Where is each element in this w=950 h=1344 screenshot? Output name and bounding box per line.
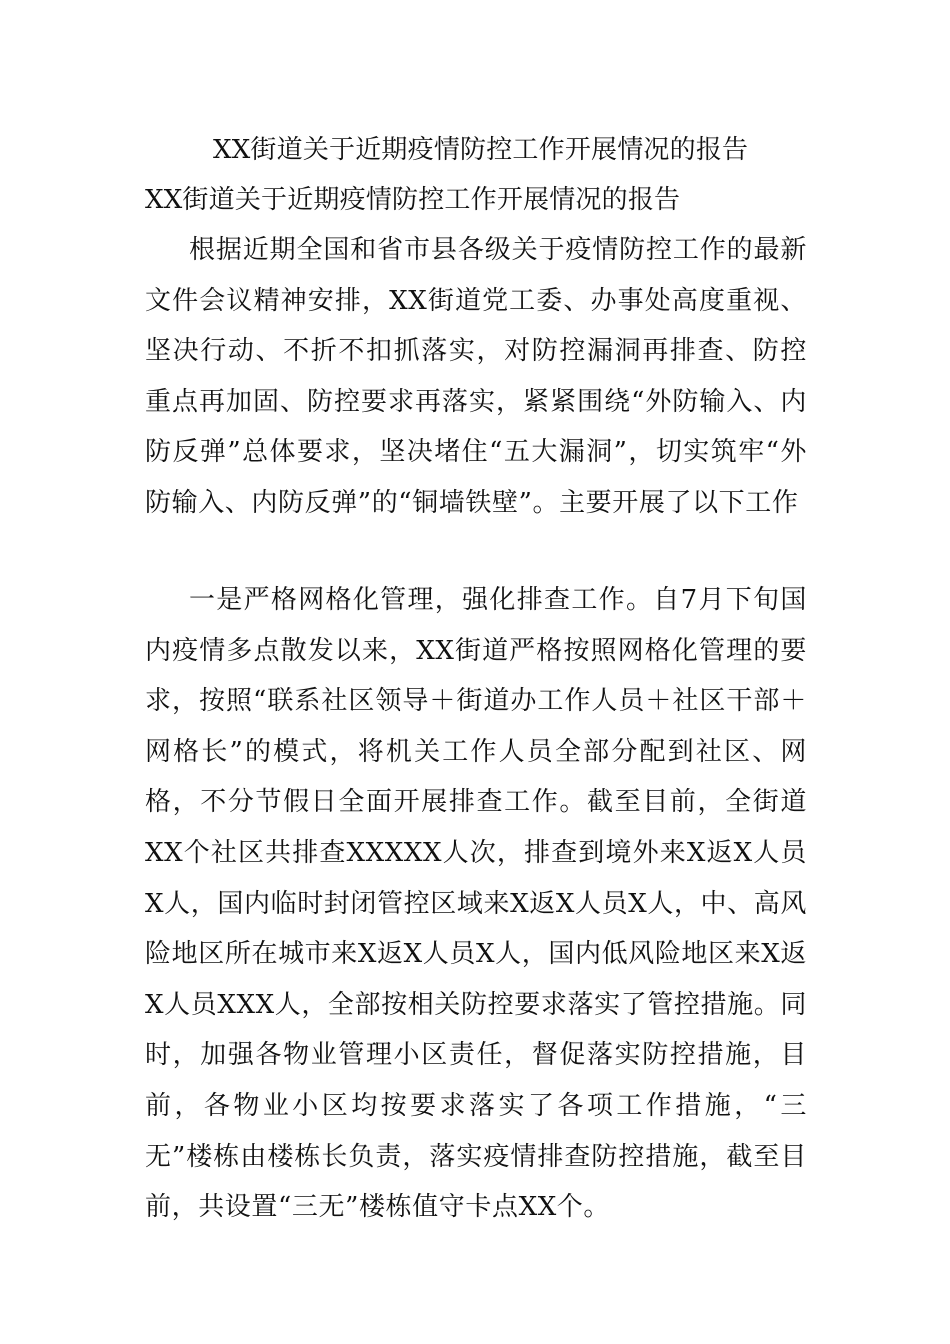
document-subtitle: XX街道关于近期疫情防控工作开展情况的报告 [145, 185, 681, 215]
document-title: XX街道关于近期疫情防控工作开展情况的报告 [213, 135, 749, 165]
paragraph-intro: 根据近期全国和省市县各级关于疫情防控工作的最新文件会议精神安排，XX街道党工委、办事处高度重视、坚决行动、不折不扣抓落实，对防控漏洞再排查、防控重点再加固、防控要求再落实，紧紧围绕“外防输入、内防反弹”总体要求，坚决堵住“五大漏洞”，切实筑牢“外防输入、内防反弹”的“铜墙铁壁”。主要开展了以下工作 [145, 235, 807, 518]
paragraph-grid-management: 一是严格网格化管理，强化排查工作。自7月下旬国内疫情多点散发以来，XX街道严格按照网格化管理的要求，按照“联系社区领导＋街道办工作人员＋社区干部＋网格长”的模式，将机关工作人员全部分配到社区、网格，不分节假日全面开展排查工作。截至目前，全街道XX个社区共排查XXXXX人次，排查到境外来X返X人员X人，国内临时封闭管控区域来X返X人员X人，中、高风险地区所在城市来X返X人员X人，国内低风险地区来X返X人员XXX人，全部按相关防控要求落实了管控措施。同时，加强各物业管理小区责任，督促落实防控措施，目前，各物业小区均按要求落实了各项工作措施，“三无”楼栋由楼栋长负责，落实疫情排查防控措施，截至目前，共设置“三无”楼栋值守卡点XX个。 [145, 585, 807, 1223]
